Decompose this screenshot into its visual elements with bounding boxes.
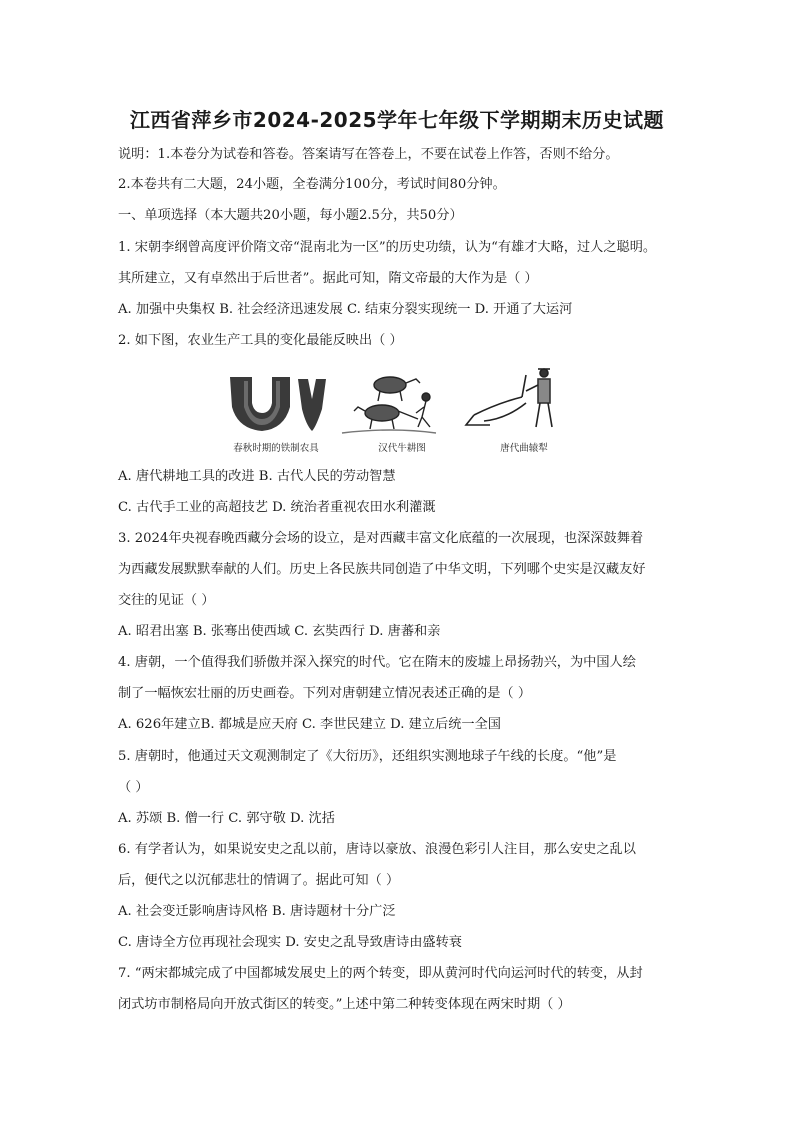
q1-options: A. 加强中央集权 B. 社会经济迅速发展 C. 结束分裂实现统一 D. 开通了大运河	[118, 302, 573, 317]
curved-plow-image	[466, 369, 552, 427]
q6-options-line-1: A. 社会变迁影响唐诗风格 B. 唐诗题材十分广泛	[118, 904, 396, 919]
q1-stem-line-1: 1. 宋朝李纲曾高度评价隋文帝“混南北为一区”的历史功绩，认为“有雄才大略，过人之聪明。	[118, 240, 657, 255]
q3-stem-line-1: 3. 2024年央视春晚西藏分会场的设立，是对西藏丰富文化底蕴的一次展现，也深深鼓舞着	[118, 531, 644, 546]
q2-options-line-1: A. 唐代耕地工具的改进 B. 古代人民的劳动智慧	[118, 469, 396, 484]
q2-options-line-2: C. 古代手工业的高超技艺 D. 统治者重视农田水利灌溉	[118, 500, 436, 515]
q1-stem-line-2: 其所建立，又有卓然出于后世者”。据此可知，隋文帝最的大作为是（ ）	[118, 271, 538, 286]
q7-stem-line-1: 7. “两宋都城完成了中国都城发展史上的两个转变，即从黄河时代向运河时代的转变，从封	[118, 966, 643, 981]
q6-options-line-2: C. 唐诗全方位再现社会现实 D. 安史之乱导致唐诗由盛转衰	[118, 935, 462, 950]
caption-curved-plow: 唐代曲辕犁	[500, 443, 548, 454]
exam-title: 江西省萍乡市2024-2025学年七年级下学期期末历史试题	[129, 108, 665, 132]
q5-options: A. 苏颂 B. 僧一行 C. 郭守敬 D. 沈括	[118, 811, 335, 826]
caption-ox-plowing: 汉代牛耕图	[378, 443, 426, 454]
q4-options: A. 626年建立B. 都城是应天府 C. 李世民建立 D. 建立后统一全国	[118, 717, 501, 732]
q7-stem-line-2: 闭式坊市制格局向开放式街区的转变。”上述中第二种转变体现在两宋时期（ ）	[118, 997, 571, 1012]
q5-stem-line-2: （ ）	[118, 780, 149, 795]
intro-line-1: 说明：1.本卷分为试卷和答卷。答案请写在答卷上，不要在试卷上作答，否则不给分。	[118, 147, 619, 162]
farming-tools-figure	[222, 363, 578, 455]
caption-iron-tools: 春秋时期的铁制农具	[233, 443, 319, 454]
iron-tools-image	[230, 377, 326, 431]
q4-stem-line-2: 制了一幅恢宏壮丽的历史画卷。下列对唐朝建立情况表述正确的是（ ）	[118, 686, 532, 701]
q6-stem-line-1: 6. 有学者认为，如果说安史之乱以前，唐诗以豪放、浪漫色彩引人注目，那么安史之乱以	[118, 842, 636, 857]
ox-plowing-image	[342, 377, 436, 433]
intro-line-2: 2.本卷共有二大题，24小题，全卷满分100分，考试时间80分钟。	[118, 177, 506, 192]
q3-stem-line-3: 交往的见证（ ）	[118, 593, 215, 608]
section-heading: 一、单项选择（本大题共20小题，每小题2.5分，共50分）	[118, 208, 463, 223]
q5-stem-line-1: 5. 唐朝时，他通过天文观测制定了《大衍历》，还组织实测地球子午线的长度。“他”是	[118, 749, 617, 764]
q4-stem-line-1: 4. 唐朝，一个值得我们骄傲并深入探究的时代。它在隋末的废墟上昂扬勃兴，为中国人绘	[118, 655, 636, 670]
q2-stem: 2. 如下图，农业生产工具的变化最能反映出（ ）	[118, 333, 403, 348]
q6-stem-line-2: 后，便代之以沉郁悲壮的情调了。据此可知（ ）	[118, 873, 400, 888]
q3-options: A. 昭君出塞 B. 张骞出使西域 C. 玄奘西行 D. 唐蕃和亲	[118, 624, 441, 639]
q3-stem-line-2: 为西藏发展默默奉献的人们。历史上各民族共同创造了中华文明，下列哪个史实是汉藏友好	[118, 562, 646, 577]
